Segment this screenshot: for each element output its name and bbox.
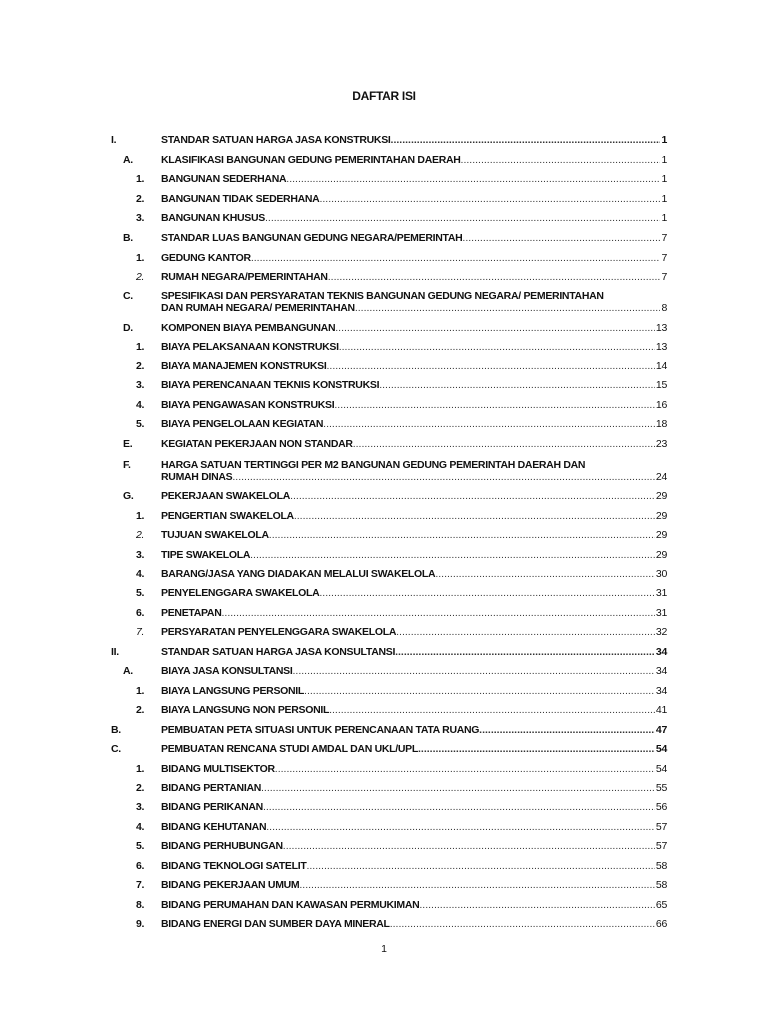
toc-entry-page: 18 — [655, 418, 667, 430]
toc-entry-label: DAN RUMAH NEGARA/ PEMERINTAHAN — [161, 302, 355, 314]
toc-entry-label: TUJUAN SWAKELOLA — [161, 529, 269, 541]
toc-entry-number: 3. — [136, 549, 145, 561]
dot-leader — [396, 626, 655, 638]
toc-entry-label: BIDANG PERTANIAN — [161, 782, 262, 794]
toc-entry-page: 31 — [655, 587, 667, 599]
toc-entry-page: 32 — [655, 626, 667, 638]
toc-entry-label: PEKERJAAN SWAKELOLA — [161, 490, 291, 502]
toc-entry-page: 56 — [655, 801, 667, 813]
dot-leader — [326, 360, 654, 372]
toc-entry-label: KOMPONEN BIAYA PEMBANGUNAN — [161, 322, 336, 334]
toc-entry-label: PENETAPAN — [161, 607, 222, 619]
dot-leader — [390, 918, 655, 930]
dot-leader — [294, 510, 655, 522]
toc-entry-page: 58 — [655, 860, 667, 872]
toc-entry-page: 29 — [655, 510, 667, 522]
toc-entry-number: 1. — [136, 341, 145, 353]
page-number: 1 — [381, 943, 387, 955]
dot-leader — [265, 212, 660, 224]
dot-leader — [306, 860, 654, 872]
toc-entry-number: 9. — [136, 918, 145, 930]
dot-leader — [290, 490, 655, 502]
dot-leader — [251, 252, 661, 264]
toc-entry-page: 65 — [655, 899, 667, 911]
toc-entry-number: F. — [123, 459, 131, 471]
toc-entry-page: 54 — [655, 743, 667, 755]
dot-leader — [335, 322, 655, 334]
toc-entry-label: KEGIATAN PEKERJAAN NON STANDAR — [161, 438, 353, 450]
toc-entry-page: 29 — [655, 490, 667, 502]
dot-leader — [232, 471, 655, 483]
toc-entry-page: 54 — [655, 763, 667, 775]
toc-entry-number: 7. — [136, 626, 145, 638]
toc-entry-number: 7. — [136, 879, 145, 891]
toc-entry-label: PERSYARATAN PENYELENGGARA SWAKELOLA — [161, 626, 397, 638]
toc-entry-label: BIAYA PENGAWASAN KONSTRUKSI — [161, 399, 335, 411]
toc-entry-page: 66 — [655, 918, 667, 930]
toc-entry-number: D. — [123, 322, 133, 334]
toc-entry-label: BANGUNAN TIDAK SEDERHANA — [161, 193, 320, 205]
toc-entry-page: 55 — [655, 782, 667, 794]
dot-leader — [292, 665, 654, 677]
dot-leader — [323, 418, 655, 430]
dot-leader — [222, 607, 655, 619]
toc-entry-number: A. — [123, 154, 133, 166]
dot-leader — [250, 549, 655, 561]
toc-entry-number: 3. — [136, 379, 145, 391]
toc-entry-label: BIDANG PERIKANAN — [161, 801, 263, 813]
toc-entry-page: 8 — [661, 302, 667, 314]
toc-entry-label: BIDANG MULTISEKTOR — [161, 763, 275, 775]
toc-entry-number: C. — [123, 290, 133, 302]
toc-entry-page: 13 — [655, 322, 667, 334]
toc-entry-number: 6. — [136, 860, 145, 872]
page-title: DAFTAR ISI — [352, 89, 416, 103]
toc-entry-label: STANDAR SATUAN HARGA JASA KONSTRUKSI — [161, 134, 391, 146]
toc-entry-number: 5. — [136, 587, 145, 599]
dot-leader — [418, 743, 655, 755]
dot-leader — [261, 782, 655, 794]
toc-entry-label: BIAYA JASA KONSULTANSI — [161, 665, 293, 677]
toc-entry-number: I. — [111, 134, 117, 146]
toc-entry-label: RUMAH DINAS — [161, 471, 233, 483]
toc-entry-page: 16 — [655, 399, 667, 411]
toc-entry-page: 34 — [655, 646, 667, 658]
dot-leader — [435, 568, 655, 580]
dot-leader — [266, 821, 655, 833]
dot-leader — [319, 193, 660, 205]
toc-entry-label: BIDANG PEKERJAAN UMUM — [161, 879, 300, 891]
toc-entry-number: 6. — [136, 607, 145, 619]
toc-entry-page: 41 — [655, 704, 667, 716]
dot-leader — [391, 134, 661, 146]
dot-leader — [353, 438, 655, 450]
dot-leader — [339, 341, 655, 353]
toc-entry-label: PEMBUATAN PETA SITUASI UNTUK PERENCANAAN TATA RUANG — [161, 724, 480, 736]
toc-entry-page: 47 — [655, 724, 667, 736]
toc-entry-number: 1. — [136, 510, 145, 522]
toc-entry-page: 23 — [655, 438, 667, 450]
dot-leader — [263, 801, 655, 813]
toc-entry-page: 7 — [661, 271, 667, 283]
toc-entry-number: B. — [123, 232, 133, 244]
toc-entry-number: 4. — [136, 821, 145, 833]
toc-entry-label: BIDANG KEHUTANAN — [161, 821, 267, 833]
toc-entry-number: 4. — [136, 399, 145, 411]
toc-entry-label: STANDAR LUAS BANGUNAN GEDUNG NEGARA/PEMERINTAH — [161, 232, 463, 244]
toc-entry-number: B. — [111, 724, 121, 736]
toc-entry-number: E. — [123, 438, 133, 450]
dot-leader — [395, 646, 655, 658]
toc-entry-number: 5. — [136, 418, 145, 430]
toc-entry-number: 5. — [136, 840, 145, 852]
dot-leader — [304, 685, 655, 697]
toc-entry-label: BIAYA PELAKSANAAN KONSTRUKSI — [161, 341, 339, 353]
toc-entry-page: 29 — [655, 529, 667, 541]
toc-entry-page: 14 — [655, 360, 667, 372]
toc-entry-number: 2. — [136, 782, 145, 794]
toc-entry-page: 29 — [655, 549, 667, 561]
toc-entry-number: 3. — [136, 212, 145, 224]
dot-leader — [275, 763, 655, 775]
toc-entry-label: BIAYA PERENCANAAN TEKNIS KONSTRUKSI — [161, 379, 380, 391]
toc-entry-label: BIDANG PERHUBUNGAN — [161, 840, 283, 852]
toc-entry-label: BIDANG TEKNOLOGI SATELIT — [161, 860, 307, 872]
toc-entry-number: 3. — [136, 801, 145, 813]
toc-entry-number: 2. — [136, 193, 145, 205]
toc-entry-label: KLASIFIKASI BANGUNAN GEDUNG PEMERINTAHAN DAERAH — [161, 154, 461, 166]
toc-entry-number: A. — [123, 665, 133, 677]
toc-entry-page: 24 — [655, 471, 667, 483]
dot-leader — [479, 724, 655, 736]
dot-leader — [419, 899, 655, 911]
toc-entry-page: 57 — [655, 821, 667, 833]
dot-leader — [286, 173, 660, 185]
toc-entry-number: 1. — [136, 763, 145, 775]
toc-entry-label: STANDAR SATUAN HARGA JASA KONSULTANSI — [161, 646, 396, 658]
toc-entry-page: 1 — [661, 154, 667, 166]
toc-entry-label: BANGUNAN SEDERHANA — [161, 173, 287, 185]
toc-entry-number: C. — [111, 743, 121, 755]
dot-leader — [269, 529, 655, 541]
dot-leader — [379, 379, 655, 391]
toc-entry-label: GEDUNG KANTOR — [161, 252, 251, 264]
toc-entry-number: 4. — [136, 568, 145, 580]
toc-entry-label: TIPE SWAKELOLA — [161, 549, 251, 561]
toc-entry-number: 2. — [136, 529, 145, 541]
toc-entry-page: 1 — [661, 134, 667, 146]
toc-entry-page: 31 — [655, 607, 667, 619]
toc-entry-number: 1. — [136, 173, 145, 185]
toc-entry-number: G. — [123, 490, 134, 502]
toc-entry-page: 7 — [661, 252, 667, 264]
dot-leader — [319, 587, 655, 599]
toc-entry-number: 1. — [136, 685, 145, 697]
toc-entry-page: 1 — [661, 193, 667, 205]
toc-entry-label: BARANG/JASA YANG DIADAKAN MELALUI SWAKELOLA — [161, 568, 436, 580]
toc-entry-page: 34 — [655, 685, 667, 697]
dot-leader — [462, 232, 660, 244]
dot-leader — [461, 154, 661, 166]
dot-leader — [355, 302, 661, 314]
toc-entry-label: BIAYA LANGSUNG PERSONIL — [161, 685, 305, 697]
toc-entry-number: 1. — [136, 252, 145, 264]
toc-entry-label: PEMBUATAN RENCANA STUDI AMDAL DAN UKL/UPL — [161, 743, 418, 755]
toc-entry-page: 57 — [655, 840, 667, 852]
toc-entry-page: 30 — [655, 568, 667, 580]
toc-entry-label: BIDANG ENERGI DAN SUMBER DAYA MINERAL — [161, 918, 390, 930]
dot-leader — [328, 271, 661, 283]
dot-leader — [329, 704, 655, 716]
dot-leader — [299, 879, 655, 891]
toc-entry-label: BIAYA PENGELOLAAN KEGIATAN — [161, 418, 324, 430]
toc-entry-label: RUMAH NEGARA/PEMERINTAHAN — [161, 271, 328, 283]
toc-entry-number: 2. — [136, 271, 145, 283]
toc-entry-label-line1: HARGA SATUAN TERTINGGI PER M2 BANGUNAN GEDUNG PEMERINTAH DAERAH DAN — [161, 459, 586, 471]
toc-entry-page: 15 — [655, 379, 667, 391]
toc-entry-page: 1 — [661, 212, 667, 224]
toc-entry-number: II. — [111, 646, 119, 658]
toc-entry-page: 7 — [661, 232, 667, 244]
toc-entry-label: BIAYA LANGSUNG NON PERSONIL — [161, 704, 330, 716]
toc-entry-number: 8. — [136, 899, 145, 911]
toc-entry-number: 2. — [136, 360, 145, 372]
toc-entry-label: BANGUNAN KHUSUS — [161, 212, 266, 224]
toc-entry-page: 58 — [655, 879, 667, 891]
toc-entry-label: PENGERTIAN SWAKELOLA — [161, 510, 294, 522]
toc-entry-page: 1 — [661, 173, 667, 185]
toc-entry-page: 13 — [655, 341, 667, 353]
toc-entry-label: BIDANG PERUMAHAN DAN KAWASAN PERMUKIMAN — [161, 899, 420, 911]
toc-entry-label-line1: SPESIFIKASI DAN PERSYARATAN TEKNIS BANGUNAN GEDUNG NEGARA/ PEMERINTAHAN — [161, 290, 604, 302]
dot-leader — [334, 399, 655, 411]
toc-entry-number: 2. — [136, 704, 145, 716]
toc-entry-label: BIAYA MANAJEMEN KONSTRUKSI — [161, 360, 327, 372]
dot-leader — [283, 840, 655, 852]
toc-entry-label: PENYELENGGARA SWAKELOLA — [161, 587, 320, 599]
toc-entry-page: 34 — [655, 665, 667, 677]
